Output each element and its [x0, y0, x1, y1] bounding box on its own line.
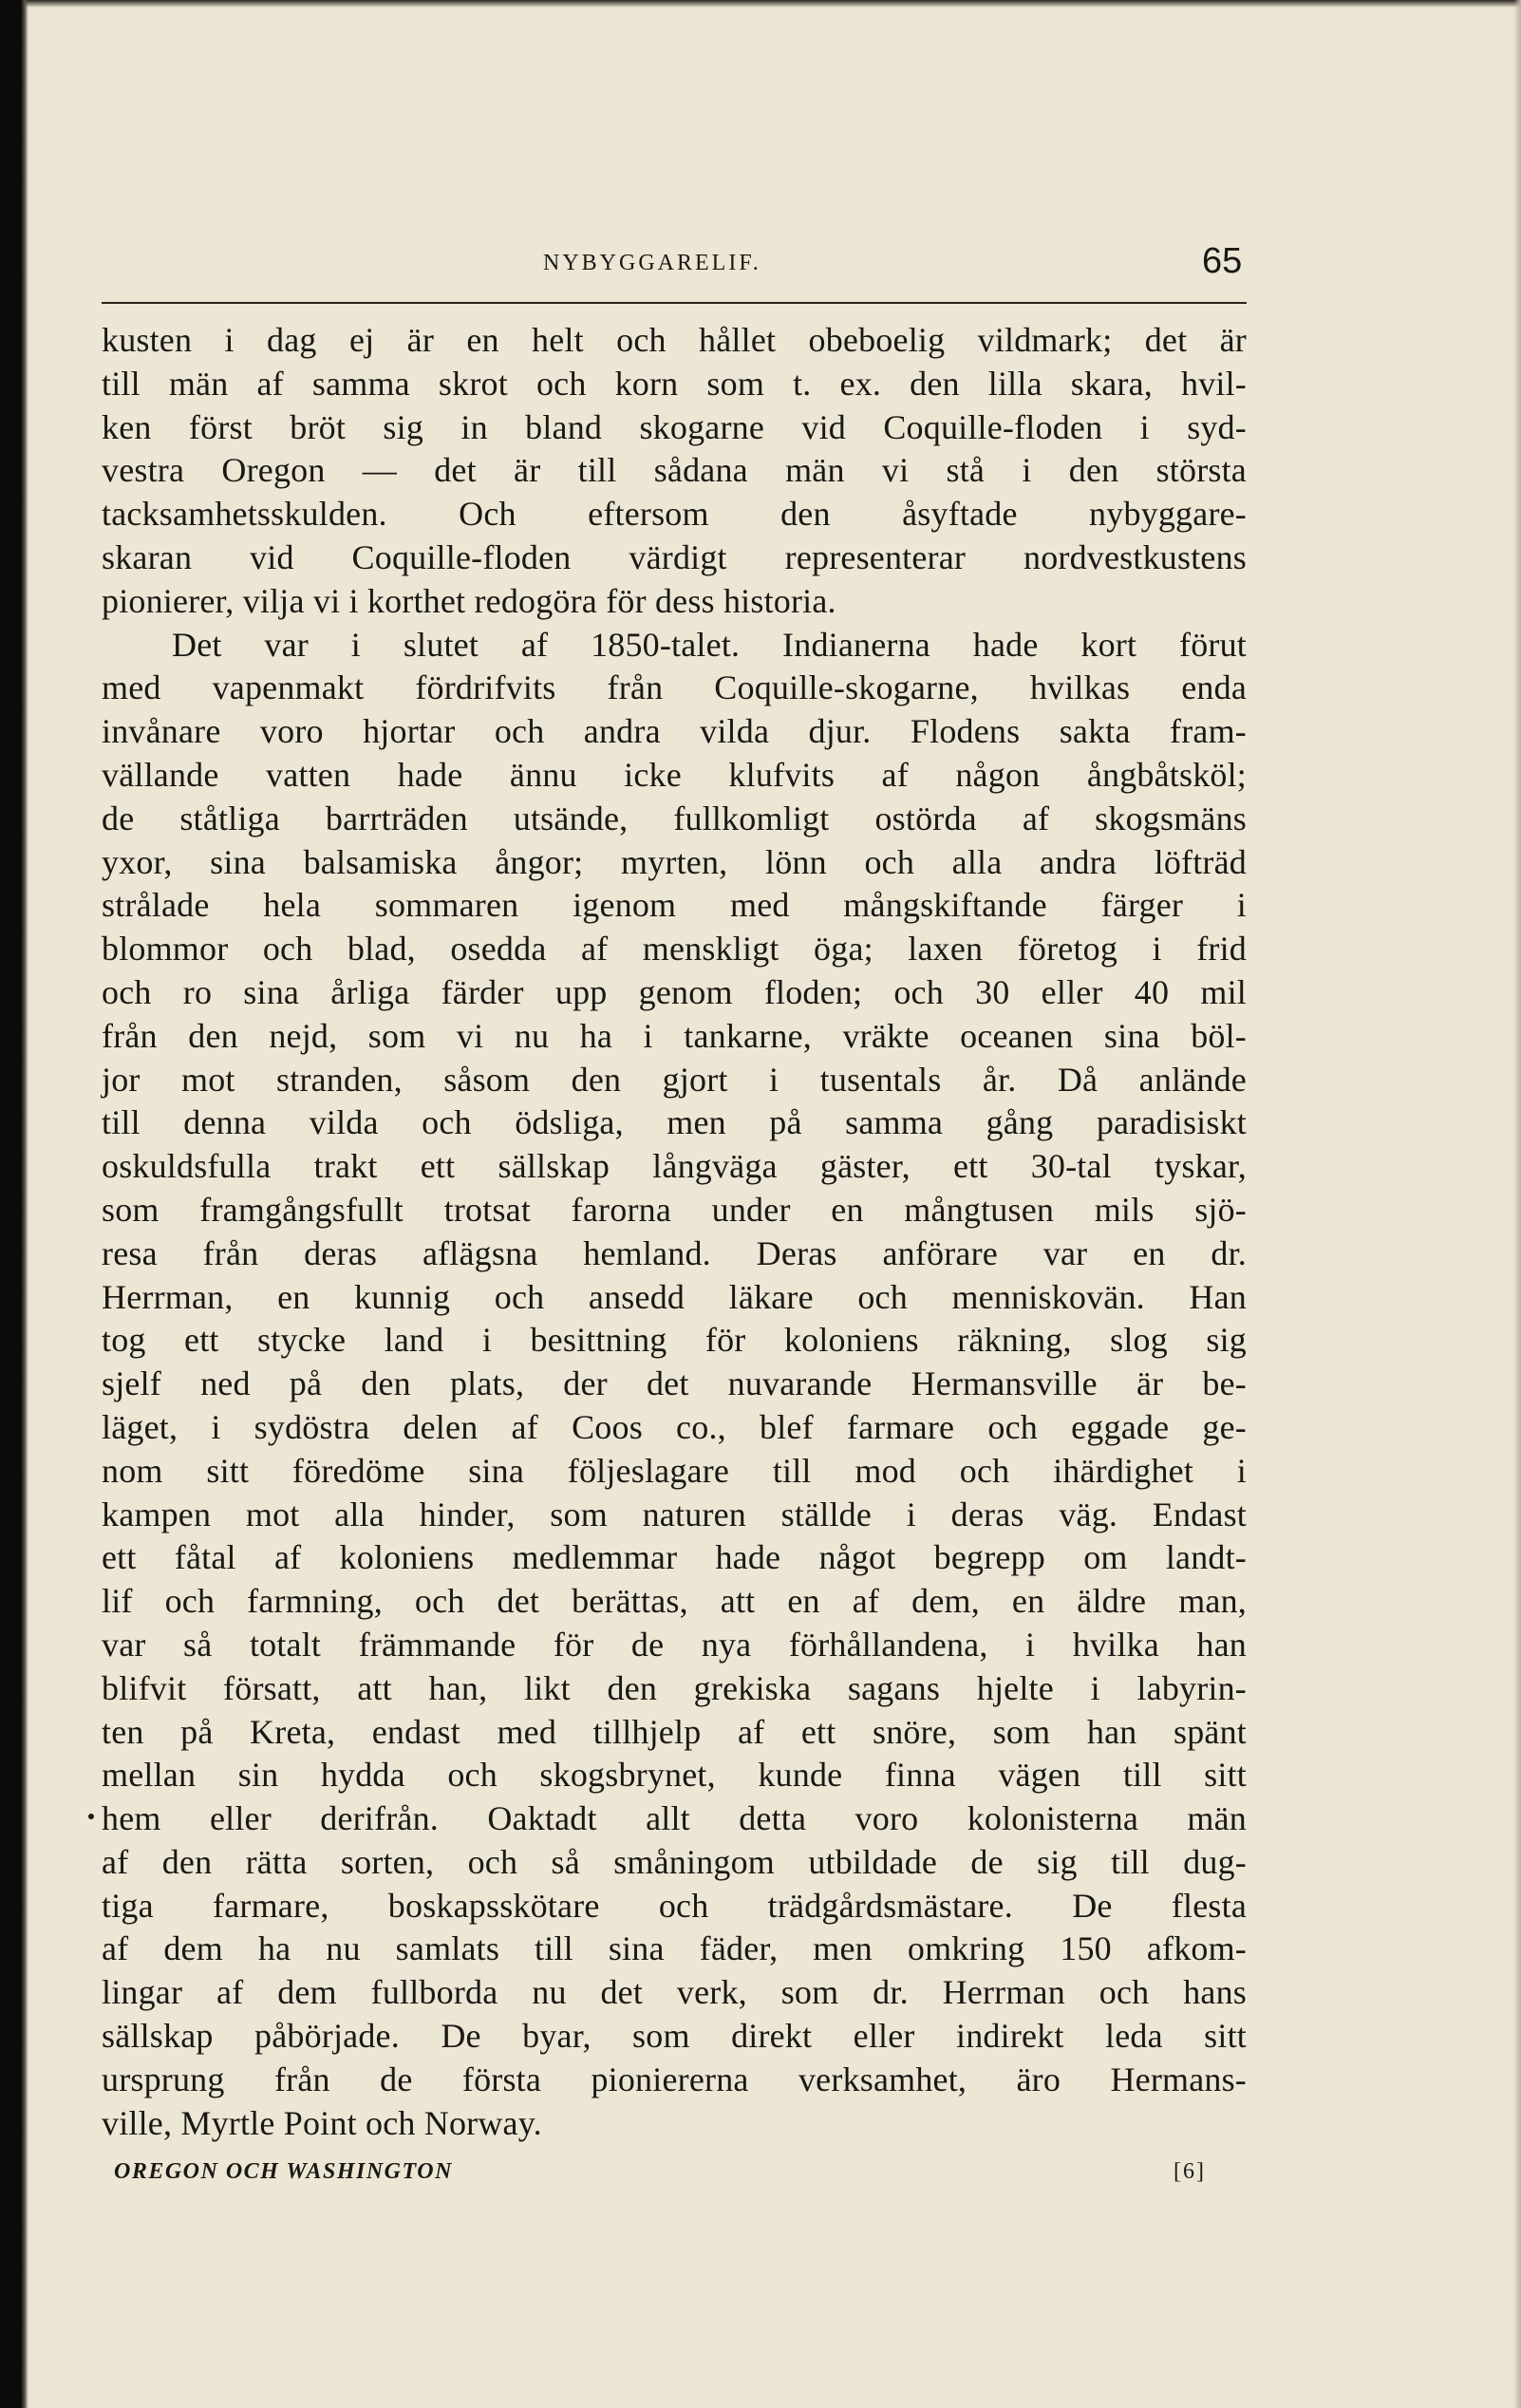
- book-spine-shadow: [0, 0, 28, 2408]
- text-line: Herrman, en kunnig och ansedd läkare och menniskovän. Han: [102, 1277, 1247, 1316]
- text-line: sjelf ned på den plats, der det nuvarande Hermansville är be-: [102, 1364, 1247, 1403]
- text-line: af dem ha nu samlats till sina fäder, men omkring 150 afkom-: [102, 1929, 1247, 1968]
- body-text: [102, 319, 1247, 2145]
- text-line: blommor och blad, osedda af menskligt öga; laxen företog i frid: [102, 930, 1247, 969]
- page-number: 65: [1202, 241, 1243, 281]
- text-line: blifvit försatt, att han, likt den grekiska sagans hjelte i labyrin-: [102, 1668, 1247, 1707]
- text-line: resa från deras aflägsna hemland. Deras anförare var en dr.: [102, 1233, 1247, 1272]
- text-line: ett fåtal af koloniens medlemmar hade något begrepp om landt-: [102, 1538, 1247, 1577]
- text-line: till män af samma skrot och korn som t. ex. den lilla skara, hvil-: [102, 364, 1247, 403]
- text-line: skaran vid Coquille-floden värdigt representerar nordvestkustens: [102, 537, 1247, 576]
- header-rule: [102, 302, 1247, 304]
- text-line: tiga farmare, boskapsskötare och trädgårdsmästare. De flesta: [102, 1886, 1247, 1925]
- text-line: jor mot stranden, såsom den gjort i tusentals år. Då anlände: [102, 1060, 1247, 1099]
- text-line: nom sitt föredöme sina följeslagare till mod och ihärdighet i: [102, 1451, 1247, 1490]
- scan-shadow-top: [0, 0, 1521, 8]
- text-line: ville, Myrtle Point och Norway.: [102, 2103, 542, 2142]
- text-line: hem eller derifrån. Oaktadt allt detta voro kolonisterna män: [102, 1799, 1247, 1838]
- text-line: invånare voro hjortar och andra vilda djur. Flodens sakta fram-: [102, 712, 1247, 751]
- text-line: af den rätta sorten, och så småningom utbildade de sig till dug-: [102, 1842, 1247, 1881]
- text-line: från den nejd, som vi nu ha i tankarne, vräkte oceanen sina böl-: [102, 1016, 1247, 1055]
- text-line: läget, i sydöstra delen af Coos co., blef farmare och eggade ge-: [102, 1407, 1247, 1446]
- text-line: pionierer, vilja vi i korthet redogöra för dess historia.: [102, 581, 836, 620]
- text-line: vällande vatten hade ännu icke klufvits af någon ångbåtsköl;: [102, 755, 1247, 794]
- text-line: med vapenmakt fördrifvits från Coquille-skogarne, hvilkas enda: [102, 668, 1247, 707]
- text-line: och ro sina årliga färder upp genom floden; och 30 eller 40 mil: [102, 972, 1247, 1011]
- text-line: lingar af dem fullborda nu det verk, som dr. Herrman och hans: [102, 1973, 1247, 2012]
- text-line: ken först bröt sig in bland skogarne vid Coquille-floden i syd-: [102, 407, 1247, 446]
- text-line: strålade hela sommaren igenom med mångskiftande färger i: [102, 886, 1247, 925]
- signature-mark: OREGON OCH WASHINGTON: [114, 2159, 453, 2184]
- scan-shadow-right: [1513, 0, 1521, 2408]
- text-line: var så totalt främmande för de nya förhållandena, i hvilka han: [102, 1625, 1247, 1664]
- text-line: lif och farmning, och det berättas, att en af dem, en äldre man,: [102, 1582, 1247, 1621]
- ink-speck: [88, 1814, 94, 1819]
- running-head: [0, 241, 1521, 283]
- sheet-number: [6]: [1174, 2159, 1206, 2184]
- text-line: kusten i dag ej är en helt och hållet obeboelig vildmark; det är: [102, 321, 1247, 359]
- text-line: yxor, sina balsamiska ångor; myrten, lönn och alla andra löfträd: [102, 842, 1247, 881]
- text-line: vestra Oregon — det är till sådana män vi stå i den största: [102, 451, 1247, 490]
- text-line: tog ett stycke land i besittning för koloniens räkning, slog sig: [102, 1321, 1247, 1360]
- text-line: ten på Kreta, endast med tillhjelp af ett snöre, som han spänt: [102, 1712, 1247, 1751]
- text-line: oskuldsfulla trakt ett sällskap långväga gäster, ett 30-tal tyskar,: [102, 1147, 1247, 1186]
- text-line: till denna vilda och ödsliga, men på samma gång paradisiskt: [102, 1103, 1247, 1142]
- text-line: mellan sin hydda och skogsbrynet, kunde finna vägen till sitt: [102, 1756, 1247, 1795]
- text-line: kampen mot alla hinder, som naturen ställde i deras väg. Endast: [102, 1495, 1247, 1533]
- running-title: NYBYGGARELIF.: [543, 251, 761, 275]
- page-footer: [0, 2155, 1521, 2193]
- text-line: tacksamhetsskulden. Och eftersom den åsyftade nybyggare-: [102, 495, 1247, 534]
- text-line: Det var i slutet af 1850-talet. Indianerna hade kort förut: [172, 625, 1247, 664]
- text-line: ursprung från de första pioniererna verksamhet, äro Hermans-: [102, 2060, 1247, 2098]
- text-line: sällskap påbörjade. De byar, som direkt eller indirekt leda sitt: [102, 2017, 1247, 2056]
- text-line: de ståtliga barrträden utsände, fullkomligt ostörda af skogsmäns: [102, 799, 1247, 837]
- text-line: som framgångsfullt trotsat farorna under en mångtusen mils sjö-: [102, 1190, 1247, 1229]
